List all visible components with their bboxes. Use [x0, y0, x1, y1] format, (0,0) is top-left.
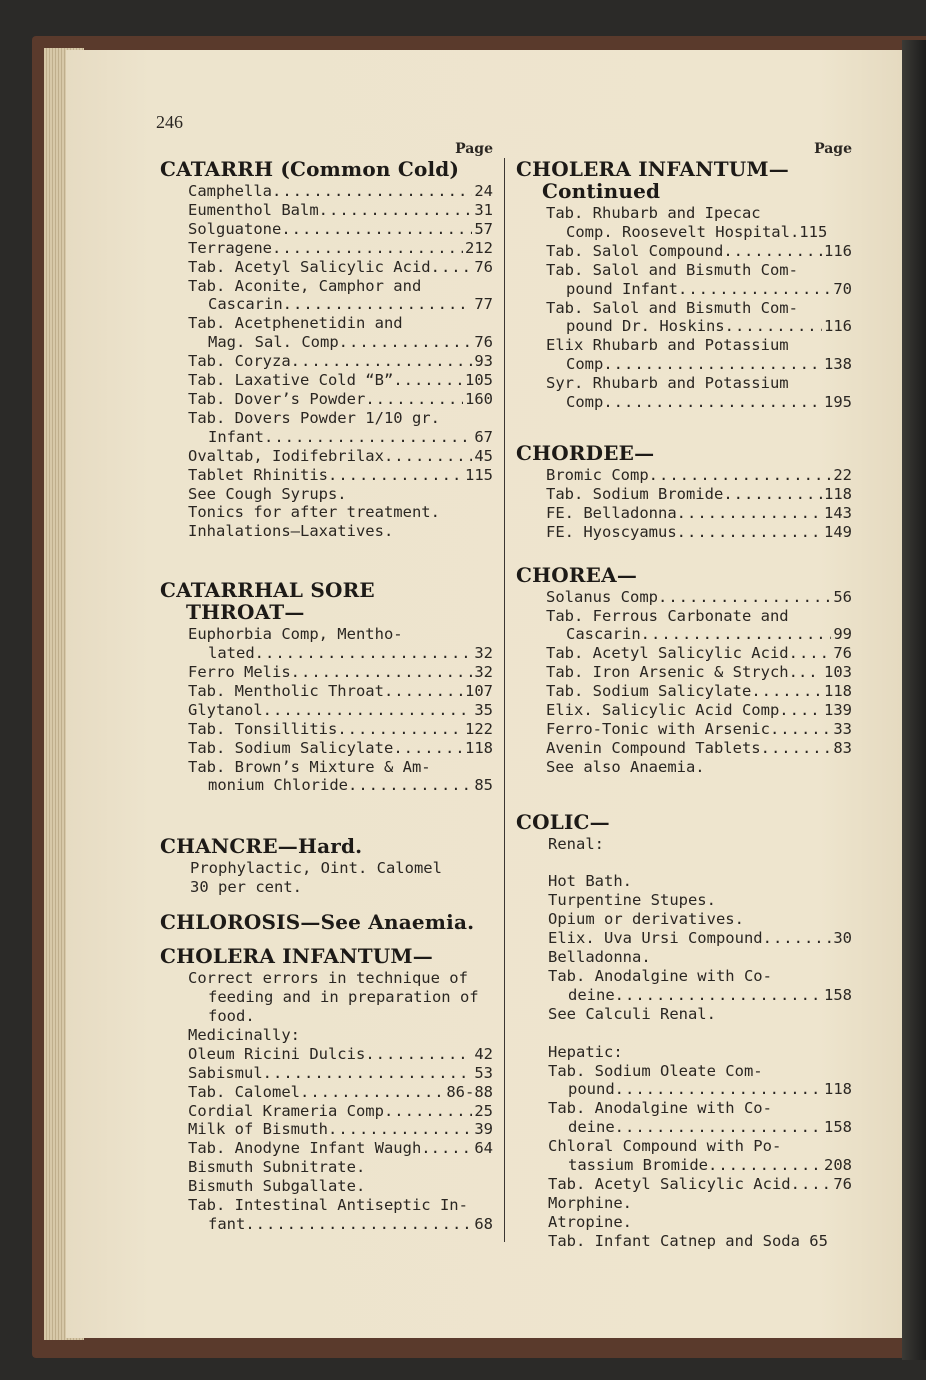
index-text-line: Tab. Intestinal Antiseptic In-	[188, 1196, 468, 1215]
entry-label: Terragene	[188, 238, 272, 257]
index-text-line: Tab. Infant Catnep and Soda 65	[548, 1231, 828, 1250]
column-divider	[504, 158, 505, 1242]
entry-page-number: 22	[833, 465, 852, 484]
dot-leader	[393, 739, 463, 758]
index-text-line: Tab. Rhubarb and Ipecac	[546, 204, 761, 222]
entry-label: Solanus Comp	[546, 587, 658, 606]
entry-label: Comp	[566, 355, 604, 374]
dot-leader	[291, 352, 473, 371]
dot-leader	[770, 720, 831, 739]
index-entry	[188, 720, 493, 739]
index-text-line: Tonics for after treatment.	[188, 503, 440, 522]
section-heading-text: CHLOROSIS—See Anaemia.	[160, 910, 475, 935]
index-entry	[546, 720, 852, 739]
index-entry	[546, 644, 852, 663]
index-entry	[548, 986, 852, 1005]
index-text-line: Tab. Salol and Bismuth Com-	[546, 298, 798, 317]
index-text-line: Tab. Brown’s Mixture & Am-	[188, 757, 431, 776]
entry-label: Avenin Compound Tablets	[546, 738, 761, 757]
index-text-line: Inhalations—Laxatives.	[188, 522, 394, 541]
index-entry	[546, 317, 852, 336]
index-entry	[188, 390, 493, 409]
dot-leader	[431, 258, 473, 277]
entry-label: deine	[568, 985, 615, 1004]
entry-page-number: 105	[465, 371, 493, 390]
entry-label: Tab. Dover’s Powder	[188, 389, 366, 408]
entry-page-number: 208	[824, 1156, 852, 1175]
dot-leader	[300, 1083, 444, 1102]
index-entry	[188, 682, 493, 701]
dot-leader	[384, 1102, 472, 1121]
entry-page-number: 118	[824, 1080, 852, 1099]
page-column-label: Page	[455, 141, 493, 157]
entry-label: Camphella	[188, 182, 272, 200]
entry-page-number: 107	[465, 681, 493, 700]
index-entry	[546, 485, 852, 504]
dot-leader	[603, 393, 822, 412]
index-entry	[188, 644, 493, 663]
dot-leader	[431, 1139, 473, 1158]
entry-label: Tab. Anodyne Infant Waugh.	[188, 1139, 431, 1158]
dot-leader	[615, 1118, 822, 1137]
entry-label: fant	[208, 1214, 246, 1233]
dot-leader	[263, 1064, 473, 1083]
entry-label: Solguatone	[188, 219, 282, 238]
entry-label: Tab. Acetyl Salicylic Acid	[546, 644, 789, 663]
section-heading-text: CHOLERA INFANTUM—	[516, 157, 789, 181]
entry-label: Ferro-Tonic with Arsenic	[546, 719, 770, 738]
index-entry	[188, 663, 493, 682]
dot-leader	[328, 466, 463, 485]
index-text-line	[548, 1024, 852, 1043]
entry-page-number: 70	[833, 279, 852, 298]
entry-label: Elix. Salicylic Acid Comp	[546, 701, 780, 720]
entry-page-number: 99	[833, 625, 852, 644]
index-text-line: Turpentine Stupes.	[548, 891, 716, 910]
dot-leader	[255, 644, 473, 663]
section-heading-text: CATARRH (Common Cold)	[160, 157, 460, 181]
section-heading	[160, 945, 493, 967]
index-text-line: Prophylactic, Oint. Calomel	[190, 859, 442, 878]
index-entry	[546, 393, 852, 412]
index-entry	[188, 1102, 493, 1121]
index-section	[160, 911, 493, 933]
dot-leader	[723, 485, 822, 504]
index-entry	[188, 333, 493, 352]
dot-leader	[272, 239, 463, 258]
section-heading-continuation: Continued	[542, 179, 661, 203]
dot-leader	[677, 504, 822, 523]
entry-label: Mag. Sal. Comp	[208, 333, 339, 352]
index-text-line: Tab. Anodalgine with Co-	[548, 967, 772, 985]
entry-page-number: 68	[474, 1214, 493, 1233]
dot-leader	[339, 333, 473, 352]
index-entry	[188, 1120, 493, 1139]
index-entry	[546, 242, 852, 261]
entry-label: Elix. Uva Ursi Compound	[548, 929, 763, 948]
index-text-line: Opium or derivatives.	[548, 910, 744, 929]
entry-page-number: 42	[474, 1044, 493, 1063]
index-text-line: Renal:	[548, 834, 604, 853]
index-entry	[546, 701, 852, 720]
entry-label: Bromic Comp	[546, 465, 649, 484]
index-text-line: See also Anaemia.	[546, 757, 705, 776]
entry-label: Sabismul	[188, 1063, 263, 1082]
section-heading	[160, 835, 493, 857]
dot-leader	[272, 182, 472, 201]
entry-label: Tab. Iron Arsenic & Strych.	[546, 663, 798, 682]
left-column	[160, 140, 493, 1234]
index-text-line: Comp. Roosevelt Hospital.115	[566, 222, 828, 241]
index-entry	[188, 239, 493, 258]
entry-page-number: 35	[474, 700, 493, 719]
entry-page-number: 64	[474, 1139, 493, 1158]
entry-label: Tab. Sodium Salicylate	[188, 738, 394, 757]
entry-page-number: 139	[824, 701, 852, 720]
dot-leader	[779, 701, 822, 720]
section-heading-text: CHOREA—	[516, 562, 638, 587]
entry-label: FE. Belladonna	[546, 503, 677, 522]
dot-leader	[291, 663, 473, 682]
entry-label: Tab. Acetyl Salicylic Acid	[188, 257, 431, 276]
entry-label: Cordial Krameria Comp	[188, 1101, 384, 1120]
index-section	[160, 579, 493, 795]
entry-page-number: 45	[474, 446, 493, 465]
entry-page-number: 32	[474, 644, 493, 663]
dot-leader	[649, 466, 832, 485]
section-heading-text: CHANCRE—Hard.	[160, 834, 363, 859]
entry-label: Ovaltab, Iodifebrilax	[188, 446, 384, 465]
right-column	[516, 140, 852, 1251]
dot-leader	[384, 447, 472, 466]
index-text-line: Syr. Rhubarb and Potassium	[546, 374, 789, 393]
entry-label: Tab. Tonsillitis	[188, 719, 338, 738]
index-entry	[546, 466, 852, 485]
index-entry	[188, 428, 493, 447]
entry-page-number: 212	[465, 238, 493, 257]
dot-leader	[328, 1120, 472, 1139]
entry-label: deine	[568, 1118, 615, 1137]
index-text-line: See Cough Syrups.	[188, 484, 347, 503]
entry-page-number: 143	[824, 503, 852, 522]
index-entry	[188, 701, 493, 720]
entry-label: pound Infant	[566, 279, 678, 298]
entry-page-number: 25	[474, 1101, 493, 1120]
index-text-line	[548, 854, 852, 873]
index-entry	[546, 504, 852, 523]
entry-label: Cascarin	[208, 295, 283, 314]
index-entry	[188, 1083, 493, 1102]
index-section	[516, 442, 852, 542]
index-text-line: Tab. Aconite, Camphor and	[188, 276, 422, 295]
section-heading-text: CHOLERA INFANTUM—	[160, 944, 433, 969]
section-heading	[516, 158, 852, 202]
entry-label: pound	[568, 1080, 615, 1099]
index-section	[516, 158, 852, 412]
entry-page-number: 83	[833, 738, 852, 757]
dot-leader	[393, 371, 463, 390]
entry-page-number: 149	[824, 522, 852, 541]
entry-label: Tab. Acetyl Salicylic Acid	[548, 1174, 791, 1193]
entry-label: Tab. Mentholic Throat	[188, 681, 384, 700]
entry-page-number: 56	[833, 587, 852, 606]
index-entry	[546, 523, 852, 542]
index-text-line: Bismuth Subnitrate.	[188, 1158, 366, 1177]
dot-leader	[348, 776, 472, 795]
dot-leader	[761, 739, 832, 758]
dot-leader	[725, 317, 822, 336]
entry-page-number: 93	[474, 352, 493, 371]
entry-label: Comp	[566, 393, 604, 412]
entry-page-number: 30	[833, 929, 852, 948]
dot-leader	[751, 682, 822, 701]
index-entry	[546, 355, 852, 374]
dot-leader	[708, 1156, 822, 1175]
entry-page-number: 138	[824, 355, 852, 374]
entry-page-number: 53	[474, 1063, 493, 1082]
entry-page-number: 76	[474, 333, 493, 352]
index-text-line: Tab. Acetphenetidin and	[188, 314, 403, 333]
index-entry	[546, 625, 852, 644]
dot-leader	[798, 663, 822, 682]
index-entry	[546, 663, 852, 682]
index-entry	[188, 1064, 493, 1083]
index-entry	[188, 776, 493, 795]
entry-page-number: 160	[465, 389, 493, 408]
dot-leader	[677, 523, 822, 542]
entry-page-number: 57	[474, 219, 493, 238]
index-text-line: Atropine.	[548, 1212, 632, 1231]
index-section	[160, 158, 493, 541]
dot-leader	[615, 1080, 822, 1099]
dot-leader	[337, 720, 463, 739]
section-heading	[516, 811, 852, 833]
entry-label: Glytanol	[188, 700, 263, 719]
index-text-line: Medicinally:	[188, 1025, 300, 1044]
section-heading	[516, 564, 852, 586]
page-column-label: Page	[814, 141, 852, 157]
section-heading-continuation: THROAT—	[186, 600, 305, 625]
entry-label: Ferro Melis	[188, 663, 291, 682]
section-heading-text: CATARRHAL SORE	[160, 578, 375, 603]
dot-leader	[678, 280, 831, 299]
index-entry	[548, 1156, 852, 1175]
entry-page-number: 76	[474, 257, 493, 276]
index-entry	[188, 295, 493, 314]
dot-leader	[658, 588, 831, 607]
dot-leader	[263, 701, 473, 720]
index-entry	[188, 1139, 493, 1158]
dot-leader	[365, 1045, 472, 1064]
entry-page-number: 118	[824, 484, 852, 503]
index-text-line: food.	[208, 1007, 255, 1025]
index-section	[160, 945, 493, 1234]
index-entry	[548, 1175, 852, 1194]
entry-page-number: 103	[824, 663, 852, 682]
entry-page-number: 116	[824, 241, 852, 260]
index-text-line: Hepatic:	[548, 1042, 623, 1061]
dot-leader	[789, 644, 832, 663]
dot-leader	[763, 929, 832, 948]
entry-label: monium Chloride	[208, 776, 348, 795]
index-text-line: Tab. Dovers Powder 1/10 gr.	[188, 408, 440, 427]
entry-page-number: 77	[474, 295, 493, 314]
entry-label: pound Dr. Hoskins	[566, 317, 725, 336]
index-text-line: Tab. Anodalgine with Co-	[548, 1099, 772, 1118]
entry-label: Infant	[208, 427, 264, 446]
index-text-line: Tab. Salol and Bismuth Com-	[546, 260, 798, 279]
index-entry	[548, 929, 852, 948]
section-heading-text: CHORDEE—	[516, 440, 655, 465]
index-text-line: See Calculi Renal.	[548, 1004, 716, 1023]
index-entry	[546, 588, 852, 607]
index-entry	[188, 182, 493, 201]
index-entry	[188, 258, 493, 277]
dot-leader	[641, 625, 832, 644]
entry-page-number: 122	[465, 719, 493, 738]
entry-page-number: 85	[474, 776, 493, 795]
index-text-line: Chloral Compound with Po-	[548, 1137, 782, 1156]
dot-leader	[365, 390, 463, 409]
entry-label: Tab. Coryza	[188, 352, 291, 371]
index-text-line: Tab. Ferrous Carbonate and	[546, 606, 789, 625]
section-heading	[516, 442, 852, 464]
entry-label: Tab. Laxative Cold “B”	[188, 371, 394, 390]
section-heading-text: COLIC—	[516, 809, 610, 834]
entry-page-number: 76	[833, 1174, 852, 1193]
index-text-line: 30 per cent.	[190, 878, 302, 897]
dot-leader	[245, 1215, 472, 1234]
dot-leader	[603, 355, 822, 374]
entry-page-number: 158	[824, 985, 852, 1004]
entry-page-number: 195	[824, 393, 852, 412]
entry-label: lated	[208, 644, 255, 663]
index-text-line: Morphine.	[548, 1193, 632, 1212]
index-section	[160, 835, 493, 897]
index-text-line: feeding and in preparation of	[208, 988, 479, 1007]
entry-page-number: 67	[474, 427, 493, 446]
index-entry	[546, 739, 852, 758]
entry-page-number: 115	[465, 465, 493, 484]
entry-page-number: 118	[465, 738, 493, 757]
entry-page-number: 116	[824, 317, 852, 336]
section-heading	[160, 911, 493, 933]
dot-leader	[264, 428, 472, 447]
index-entry	[548, 1118, 852, 1137]
entry-page-number: 24	[474, 182, 493, 200]
index-entry	[188, 201, 493, 220]
entry-page-number: 32	[474, 663, 493, 682]
section-heading	[160, 158, 493, 180]
index-entry	[546, 280, 852, 299]
index-entry	[188, 447, 493, 466]
index-entry	[188, 352, 493, 371]
entry-label: Milk of Bismuth	[188, 1120, 328, 1139]
dot-leader	[384, 682, 463, 701]
entry-page-number: 39	[474, 1120, 493, 1139]
entry-label: Oleum Ricini Dulcis	[188, 1044, 366, 1063]
index-entry	[188, 739, 493, 758]
entry-page-number: 158	[824, 1118, 852, 1137]
index-entry	[548, 1080, 852, 1099]
entry-page-number: 86-88	[446, 1082, 493, 1101]
dot-leader	[615, 986, 822, 1005]
entry-label: Tab. Sodium Bromide	[546, 484, 724, 503]
index-text-line: Elix Rhubarb and Potassium	[546, 336, 789, 355]
index-entry	[188, 220, 493, 239]
entry-label: Tab. Sodium Salicylate	[546, 682, 752, 701]
entry-page-number: 31	[474, 200, 493, 219]
dot-leader	[791, 1175, 832, 1194]
book-binding	[902, 40, 926, 1360]
dot-leader	[283, 295, 473, 314]
entry-page-number: 118	[824, 682, 852, 701]
dot-leader	[281, 220, 472, 239]
index-text-line: Bismuth Subgallate.	[188, 1177, 366, 1196]
index-entry	[188, 371, 493, 390]
dot-leader	[723, 242, 822, 261]
entry-page-number: 76	[833, 644, 852, 663]
dot-leader	[319, 201, 473, 220]
entry-label: Cascarin	[566, 625, 641, 644]
index-text-line: Correct errors in technique of	[188, 969, 468, 988]
index-entry	[188, 466, 493, 485]
index-entry	[188, 1045, 493, 1064]
index-section	[516, 564, 852, 777]
index-section	[516, 811, 852, 1251]
index-entry	[188, 1215, 493, 1234]
entry-label: Tab. Salol Compound	[546, 241, 724, 260]
entry-label: Tablet Rhinitis	[188, 465, 328, 484]
index-text-line: Euphorbia Comp, Mentho-	[188, 625, 403, 644]
entry-label: FE. Hyoscyamus	[546, 522, 677, 541]
index-text-line: Hot Bath.	[548, 872, 632, 891]
section-heading	[160, 579, 493, 623]
index-entry	[546, 682, 852, 701]
index-text-line: Belladonna.	[548, 948, 651, 967]
entry-label: Eumenthol Balm	[188, 200, 319, 219]
entry-label: tassium Bromide	[568, 1156, 708, 1175]
index-text-line: Tab. Sodium Oleate Com-	[548, 1061, 763, 1080]
entry-page-number: 33	[833, 719, 852, 738]
page-number: 246	[156, 112, 183, 132]
entry-label: Tab. Calomel	[188, 1082, 300, 1101]
